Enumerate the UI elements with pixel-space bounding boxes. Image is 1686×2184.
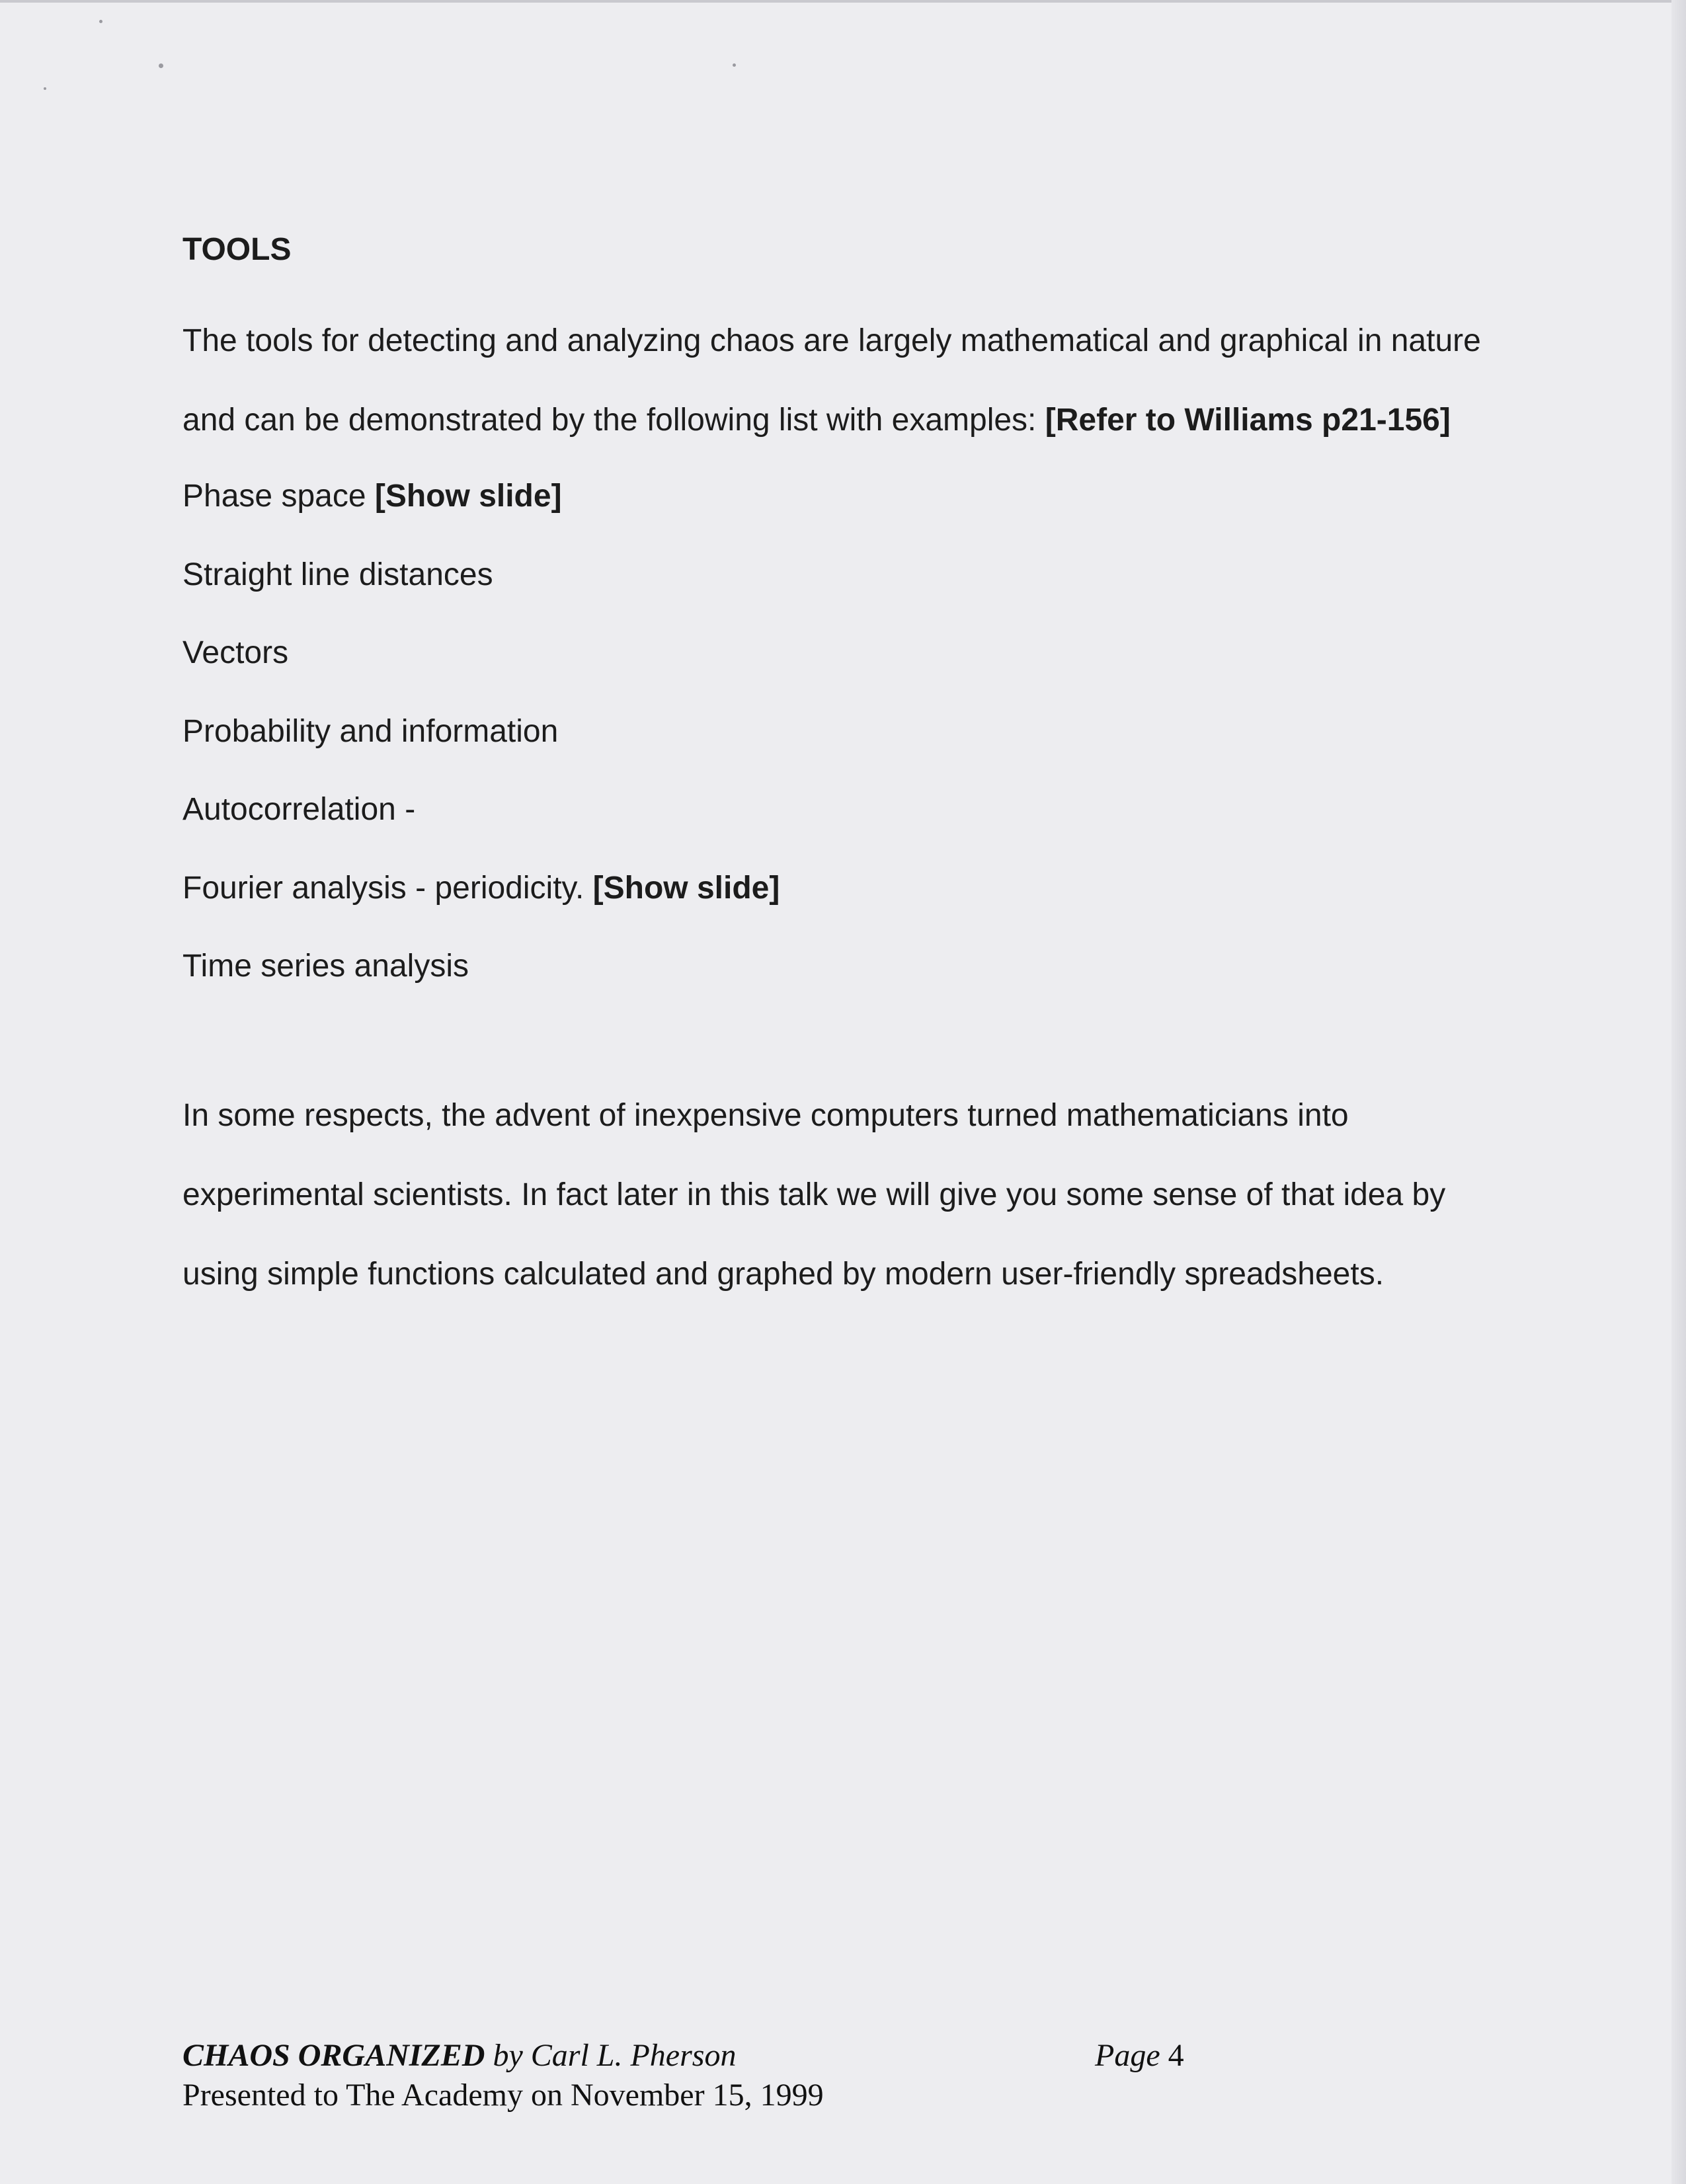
scan-speck <box>159 63 163 68</box>
footer-byline: by Carl L. Pherson <box>493 2038 737 2073</box>
tool-label: Probability and information <box>182 713 559 749</box>
footer-presented: Presented to The Academy on November 15, 1999 <box>182 2078 824 2113</box>
intro-paragraph <box>182 301 1505 460</box>
tool-note: [Show slide] <box>374 479 562 514</box>
tools-list <box>182 457 1505 1006</box>
tool-label: Phase space <box>182 479 366 514</box>
list-item <box>182 693 1505 771</box>
tool-label: Time series analysis <box>182 949 469 984</box>
footer-title: CHAOS ORGANIZED <box>182 2038 485 2073</box>
section-heading: TOOLS <box>182 232 292 267</box>
page-number-value: 4 <box>1168 2038 1184 2073</box>
list-item <box>182 457 1505 536</box>
tool-label: Straight line distances <box>182 557 493 592</box>
list-item <box>182 849 1505 928</box>
intro-text: The tools for detecting and analyzing chaos are largely mathematical and graphical in nature and can be demonstrated by the following list with examples: <box>182 323 1481 438</box>
tool-label: Fourier analysis - periodicity. <box>182 870 584 906</box>
scan-speck <box>99 20 102 23</box>
tool-note: [Show slide] <box>592 870 780 906</box>
footer-title-line <box>182 2036 1240 2076</box>
list-item <box>182 614 1505 693</box>
scan-speck <box>44 87 46 90</box>
closing-paragraph: In some respects, the advent of inexpensive computers turned mathematicians into experimental scientists. In fact later in this talk we will give you some sense of that idea by using simple functions calculated and graphed by modern user-friendly spreadsheets. <box>182 1097 1446 1292</box>
document-body <box>182 222 1505 1314</box>
list-item <box>182 771 1505 849</box>
intro-reference: [Refer to Williams p21-156] <box>1045 403 1451 438</box>
page-number <box>1095 2036 1184 2076</box>
list-item <box>182 927 1505 1006</box>
page-right-edge <box>1671 0 1686 2184</box>
scan-speck <box>733 63 736 67</box>
page-label: Page <box>1095 2038 1160 2073</box>
page-top-edge <box>0 0 1686 3</box>
tool-label: Autocorrelation - <box>182 792 416 827</box>
list-item <box>182 536 1505 615</box>
tool-label: Vectors <box>182 635 289 670</box>
page-footer <box>182 2036 1240 2115</box>
